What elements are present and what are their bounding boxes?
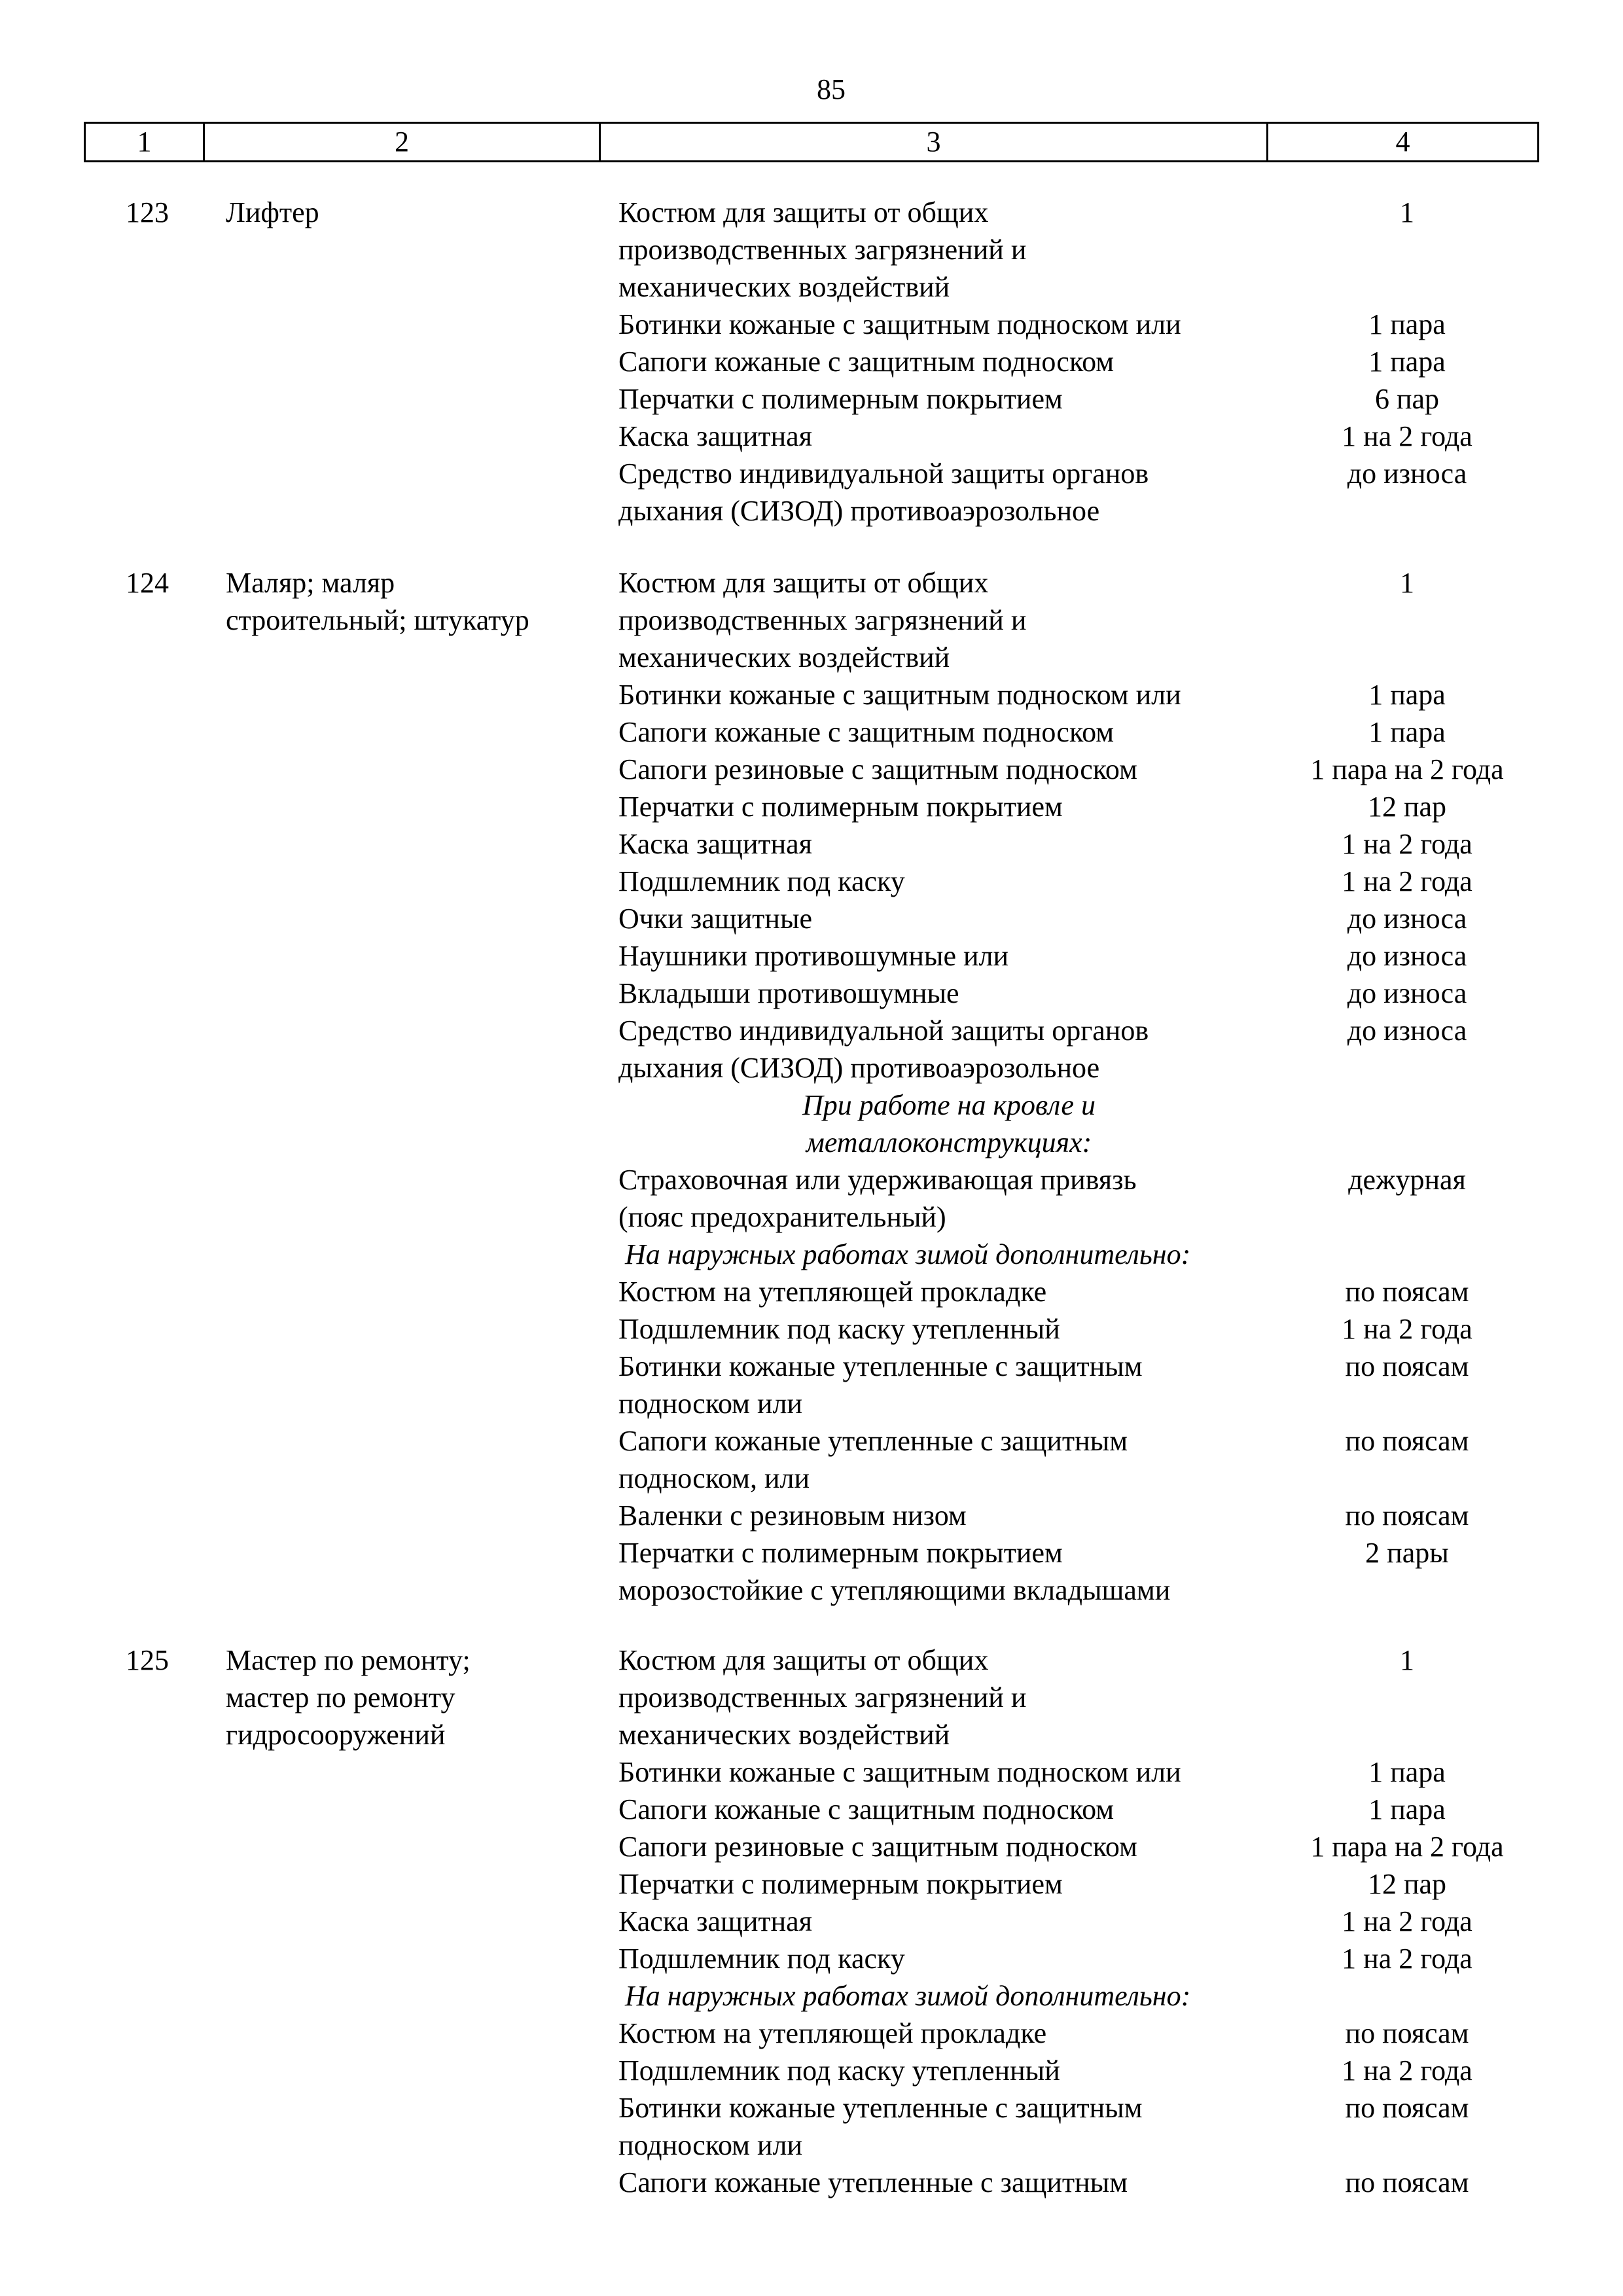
ppe-item — [618, 676, 1600, 713]
ppe-item-name: Костюм на утепляющей прокладке — [618, 2017, 1047, 2049]
ppe-item — [618, 601, 1600, 639]
ppe-item-name: Сапоги резиновые с защитным подноском — [618, 1831, 1137, 1863]
occupation-name — [226, 564, 592, 639]
ppe-item-quantity: 1 пара — [1368, 1793, 1446, 1825]
ppe-item-quantity: до износа — [1347, 903, 1467, 935]
ppe-item-quantity: по поясам — [1345, 1350, 1469, 1382]
ppe-item — [618, 1791, 1600, 1828]
ppe-item — [618, 751, 1600, 788]
ppe-item-name: Подшлемник под каску — [618, 1943, 905, 1975]
row-number: 125 — [126, 1644, 169, 1676]
ppe-item-name: Сапоги кожаные утепленные с защитным — [618, 1425, 1128, 1457]
ppe-item — [618, 825, 1600, 863]
ppe-item — [618, 231, 1600, 268]
ppe-item-name: Перчатки с полимерным покрытием — [618, 383, 1063, 415]
ppe-item-quantity: 1 пара — [1368, 1756, 1446, 1788]
ppe-item-name: Каска защитная — [618, 420, 812, 452]
column-number-header — [84, 122, 1539, 162]
ppe-item-quantity: 1 на 2 года — [1342, 1943, 1472, 1975]
ppe-item — [618, 2052, 1600, 2089]
ppe-item — [618, 1012, 1600, 1049]
ppe-item-name: производственных загрязнений и — [618, 234, 1027, 266]
ppe-item-name: Костюм для защиты от общих — [618, 1644, 989, 1676]
ppe-item-name: механических воздействий — [618, 1719, 950, 1751]
ppe-item-name: Сапоги кожаные с защитным подноском — [618, 346, 1115, 378]
ppe-item-quantity: по поясам — [1345, 1499, 1469, 1532]
column-header-2: 2 — [205, 124, 601, 160]
condition-note: металлоконструкциях: — [806, 1126, 1092, 1158]
ppe-item-quantity: по поясам — [1345, 2166, 1469, 2198]
ppe-item — [618, 1348, 1600, 1385]
ppe-item-quantity: по поясам — [1345, 2092, 1469, 2124]
ppe-item — [618, 900, 1600, 937]
ppe-item-name: Средство индивидуальной защиты органов — [618, 1014, 1149, 1047]
ppe-item — [618, 1828, 1600, 1865]
ppe-item — [618, 1679, 1600, 1716]
occupation-name — [226, 194, 592, 231]
ppe-item — [618, 1273, 1600, 1310]
ppe-item — [618, 343, 1600, 380]
ppe-item — [618, 1310, 1600, 1348]
row-number: 124 — [126, 567, 169, 599]
ppe-item-quantity: до износа — [1347, 977, 1467, 1009]
ppe-item-name: Ботинки кожаные с защитным подноском или — [618, 679, 1181, 711]
ppe-item-name: Подшлемник под каску утепленный — [618, 1313, 1060, 1345]
ppe-item-name: Очки защитные — [618, 903, 813, 935]
ppe-item — [618, 380, 1600, 418]
ppe-item-quantity: 12 пар — [1367, 1868, 1447, 1900]
ppe-item-name: Наушники противошумные или — [618, 940, 1009, 972]
ppe-item — [618, 975, 1600, 1012]
ppe-item — [618, 2089, 1600, 2126]
occupation-line: Лифтер — [226, 196, 319, 228]
ppe-item — [618, 564, 1600, 601]
ppe-item-quantity: до износа — [1347, 1014, 1467, 1047]
ppe-item-name: дыхания (СИЗОД) противоаэрозольное — [618, 1052, 1100, 1084]
ppe-item-quantity: 1 пара на 2 года — [1310, 1831, 1504, 1863]
ppe-item-name: подноском, или — [618, 1462, 810, 1494]
ppe-item-name: Валенки с резиновым низом — [618, 1499, 967, 1532]
ppe-item — [618, 2015, 1600, 2052]
ppe-item-name: Костюм для защиты от общих — [618, 567, 989, 599]
ppe-item-quantity: 1 — [1400, 196, 1414, 228]
ppe-item-name: морозостойкие с утепляющими вкладышами — [618, 1574, 1171, 1606]
ppe-item-name: Ботинки кожаные утепленные с защитным — [618, 1350, 1143, 1382]
ppe-item-name: дыхания (СИЗОД) противоаэрозольное — [618, 495, 1100, 527]
ppe-item — [618, 713, 1600, 751]
ppe-item-name: Костюм на утепляющей прокладке — [618, 1276, 1047, 1308]
ppe-item — [618, 937, 1600, 975]
ppe-item-quantity: по поясам — [1345, 2017, 1469, 2049]
condition-note: При работе на кровле и — [802, 1089, 1096, 1121]
ppe-item-name: механических воздействий — [618, 271, 950, 303]
ppe-item-name: Ботинки кожаные с защитным подноском или — [618, 1756, 1181, 1788]
occupation-line: мастер по ремонту — [226, 1681, 455, 1713]
ppe-item — [618, 1385, 1600, 1422]
ppe-item-quantity: 1 на 2 года — [1342, 828, 1472, 860]
ppe-item-name: Страховочная или удерживающая привязь — [618, 1164, 1137, 1196]
condition-note: На наружных работах зимой дополнительно: — [625, 1980, 1191, 2012]
ppe-item-quantity: 1 на 2 года — [1342, 420, 1472, 452]
ppe-item — [618, 1198, 1600, 1236]
ppe-item — [618, 1571, 1600, 1609]
row-number: 123 — [126, 196, 169, 228]
ppe-list — [618, 1641, 1600, 2201]
ppe-item — [618, 1753, 1600, 1791]
ppe-item-quantity: 1 на 2 года — [1342, 1905, 1472, 1937]
ppe-item-quantity: 2 пары — [1365, 1537, 1449, 1569]
ppe-item-name: производственных загрязнений и — [618, 604, 1027, 636]
ppe-item-name: Сапоги кожаные с защитным подноском — [618, 1793, 1115, 1825]
ppe-item-quantity: 1 — [1400, 1644, 1414, 1676]
ppe-item — [618, 1422, 1600, 1460]
ppe-item-name: Ботинки кожаные утепленные с защитным — [618, 2092, 1143, 2124]
ppe-item-name: Каска защитная — [618, 828, 812, 860]
ppe-list — [618, 194, 1600, 529]
ppe-item-name: Подшлемник под каску утепленный — [618, 2054, 1060, 2087]
condition-note: На наружных работах зимой дополнительно: — [625, 1238, 1191, 1270]
ppe-item-quantity: 1 пара — [1368, 679, 1446, 711]
occupation-line: строительный; штукатур — [226, 604, 529, 636]
ppe-item-quantity: 1 — [1400, 567, 1414, 599]
ppe-item-name: Перчатки с полимерным покрытием — [618, 791, 1063, 823]
occupation-line: гидросооружений — [226, 1719, 446, 1751]
ppe-list — [618, 564, 1600, 1609]
ppe-item — [618, 1641, 1600, 1679]
ppe-item — [618, 1534, 1600, 1571]
occupation-line: Мастер по ремонту; — [226, 1644, 471, 1676]
ppe-item — [618, 306, 1600, 343]
ppe-item-name: Сапоги кожаные с защитным подноском — [618, 716, 1115, 748]
ppe-item — [618, 788, 1600, 825]
ppe-item — [618, 2164, 1600, 2201]
ppe-item — [618, 1497, 1600, 1534]
ppe-item — [618, 1940, 1600, 1977]
ppe-item-quantity: 1 пара — [1368, 716, 1446, 748]
column-header-4: 4 — [1395, 126, 1410, 158]
ppe-item — [618, 492, 1600, 529]
ppe-item-name: Сапоги резиновые с защитным подноском — [618, 753, 1137, 785]
ppe-item-quantity: до износа — [1347, 457, 1467, 490]
ppe-item-quantity: 1 пара — [1368, 346, 1446, 378]
ppe-item-name: Ботинки кожаные с защитным подноском или — [618, 308, 1181, 340]
ppe-item — [618, 1460, 1600, 1497]
column-header-1: 1 — [86, 124, 205, 160]
ppe-item-name: производственных загрязнений и — [618, 1681, 1027, 1713]
ppe-item — [618, 418, 1600, 455]
ppe-item-quantity: 12 пар — [1367, 791, 1447, 823]
page-number: 85 — [817, 73, 846, 105]
ppe-item-name: Перчатки с полимерным покрытием — [618, 1537, 1063, 1569]
ppe-item — [618, 194, 1600, 231]
ppe-item-name: (пояс предохранительный) — [618, 1201, 946, 1233]
ppe-item — [618, 2126, 1600, 2164]
ppe-item — [618, 1161, 1600, 1198]
ppe-item — [618, 455, 1600, 492]
ppe-item — [618, 1865, 1600, 1903]
occupation-name — [226, 1641, 592, 1753]
ppe-item-name: Подшлемник под каску — [618, 865, 905, 897]
ppe-item-quantity: 1 на 2 года — [1342, 865, 1472, 897]
occupation-line: Маляр; маляр — [226, 567, 395, 599]
ppe-item-name: Вкладыши противошумные — [618, 977, 959, 1009]
ppe-item-quantity: до износа — [1347, 940, 1467, 972]
ppe-item-quantity: 1 пара на 2 года — [1310, 753, 1504, 785]
ppe-item-name: Каска защитная — [618, 1905, 812, 1937]
ppe-item-name: Костюм для защиты от общих — [618, 196, 989, 228]
ppe-item-quantity: по поясам — [1345, 1276, 1469, 1308]
ppe-item-quantity: по поясам — [1345, 1425, 1469, 1457]
ppe-item-quantity: 1 на 2 года — [1342, 2054, 1472, 2087]
ppe-item — [618, 1049, 1600, 1086]
ppe-item-name: подноском или — [618, 1388, 803, 1420]
ppe-item — [618, 863, 1600, 900]
ppe-item-name: Перчатки с полимерным покрытием — [618, 1868, 1063, 1900]
ppe-item-quantity: 6 пар — [1374, 383, 1440, 415]
ppe-item-name: подноском или — [618, 2129, 803, 2161]
ppe-item-name: Сапоги кожаные утепленные с защитным — [618, 2166, 1128, 2198]
column-header-3: 3 — [601, 124, 1268, 160]
ppe-item-quantity: 1 пара — [1368, 308, 1446, 340]
ppe-item-quantity: 1 на 2 года — [1342, 1313, 1472, 1345]
ppe-item — [618, 1903, 1600, 1940]
ppe-item-name: механических воздействий — [618, 641, 950, 673]
ppe-item — [618, 1716, 1600, 1753]
ppe-item — [618, 268, 1600, 306]
ppe-item-name: Средство индивидуальной защиты органов — [618, 457, 1149, 490]
ppe-item-quantity: дежурная — [1348, 1164, 1466, 1196]
ppe-item — [618, 639, 1600, 676]
